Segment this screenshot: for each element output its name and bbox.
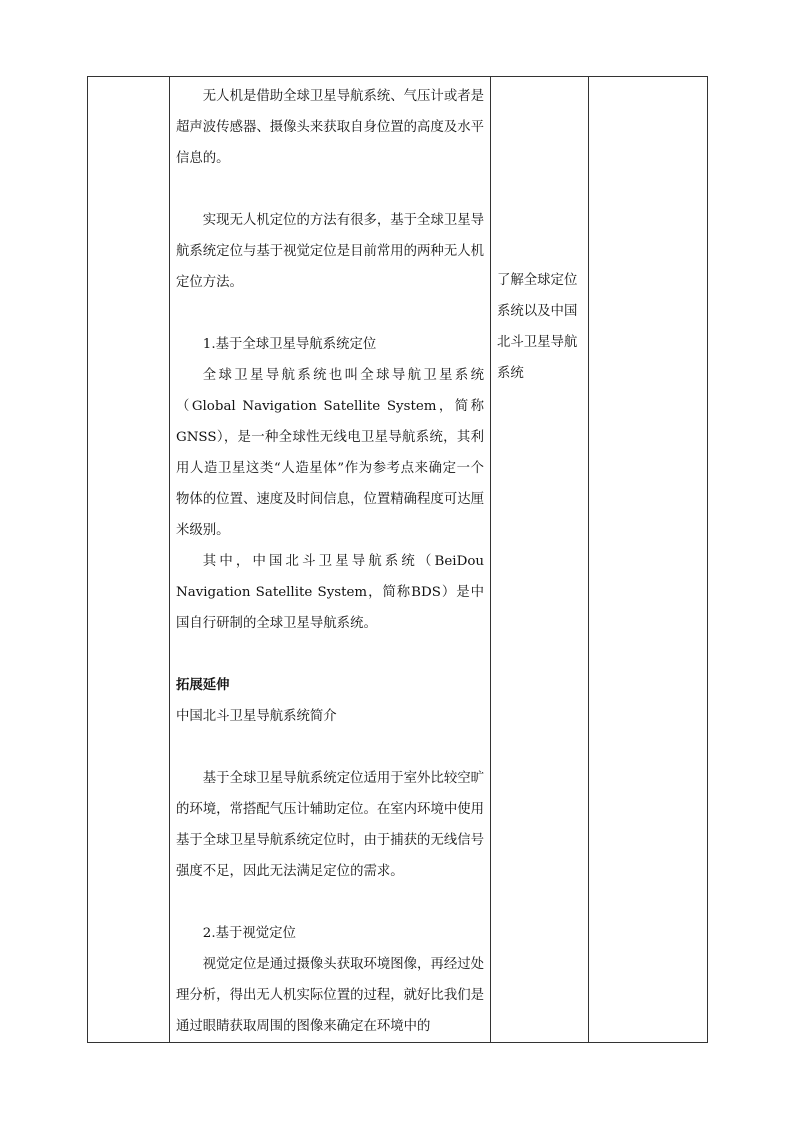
paragraph-bds: 其中，中国北斗卫星导航系统（BeiDou Navigation Satellite System，简称BDS）是中国自行研制的全球卫星导航系统。: [176, 554, 484, 631]
lesson-table: [87, 76, 708, 1043]
extension-subtitle: 中国北斗卫星导航系统简介: [176, 709, 337, 724]
paragraph-gnss: 全球卫星导航系统也叫全球导航卫星系统（Global Navigation Satellite System，简称GNSS），是一种全球性无线电卫星导航系统，其利用人造卫星这类“人造星体”作为参考点来确定一个物体的位置、速度及时间信息，位置精确程度可达厘米级别。: [176, 368, 484, 538]
column-divider: [490, 77, 491, 1042]
learning-goal-text: 了解全球定位系统以及中国北斗卫星导航系统: [497, 273, 578, 381]
paragraph-vision: 视觉定位是通过摄像头获取环境图像，再经过处理分析，得出无人机实际位置的过程，就好比我们是通过眼睛获取周围的图像来确定在环境中的: [176, 957, 484, 1034]
column-divider: [588, 77, 589, 1042]
paragraph-gnss-usage: 基于全球卫星导航系统定位适用于室外比较空旷的环境，常搭配气压计辅助定位。在室内环境中使用基于全球卫星导航系统定位时，由于捕获的无线信号强度不足，因此无法满足定位的需求。: [176, 771, 484, 879]
teaching-content-cell: [170, 77, 490, 1042]
learning-goal-cell: [491, 265, 587, 389]
section-heading-gnss: 1.基于全球卫星导航系统定位: [202, 337, 377, 352]
section-heading-vision: 2.基于视觉定位: [202, 926, 296, 941]
extension-title: 拓展延伸: [176, 677, 230, 693]
paragraph-methods: 实现无人机定位的方法有很多，基于全球卫星导航系统定位与基于视觉定位是目前常用的两种无人机定位方法。: [176, 213, 484, 290]
paragraph-intro: 无人机是借助全球卫星导航系统、气压计或者是超声波传感器、摄像头来获取自身位置的高度及水平信息的。: [176, 89, 484, 166]
